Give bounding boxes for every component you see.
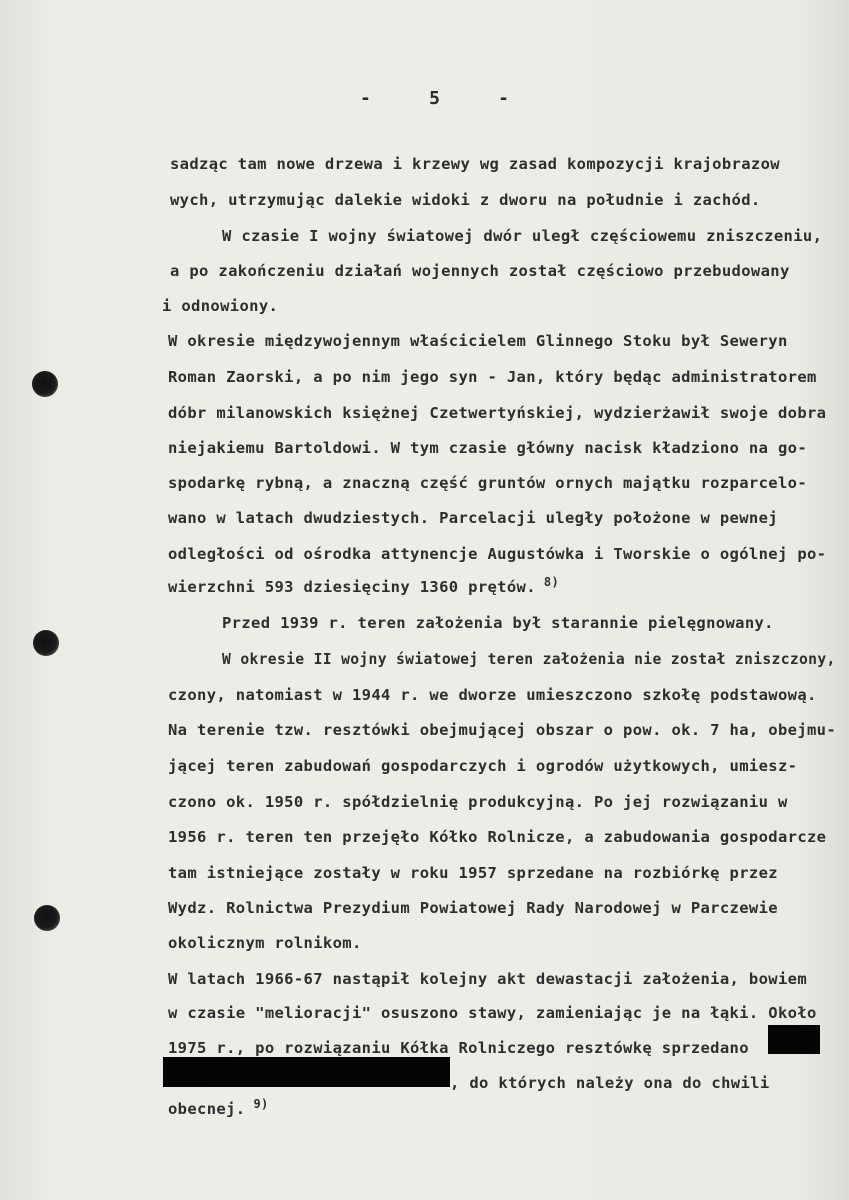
footnote-ref-8: 8) [543,575,560,589]
text-line: obecnej. $^{9)}$ [168,1097,269,1118]
text-line: jącej teren zabudowań gospodarczych i ogrodów użytkowych, umiesz- [168,757,798,775]
punch-hole-top [32,371,58,397]
punch-hole-bottom [34,905,60,931]
text-line: W okresie międzywojennym właścicielem Glinnego Stoku był Seweryn [168,332,788,350]
text-line: tam istniejące zostały w roku 1957 sprzedane na rozbiórkę przez [168,864,778,882]
text-line: W latach 1966-67 nastąpił kolejny akt dewastacji założenia, bowiem [168,970,807,988]
text-line: a po zakończeniu działań wojennych został częściowo przebudowany [170,262,790,280]
dash-right: - [498,88,510,109]
page-number: 5 [429,88,441,109]
text-line: okolicznym rolnikom. [168,934,362,952]
text-line: wano w latach dwudziestych. Parcelacji uległy położone w pewnej [168,509,778,527]
text-line: spodarkę rybną, a znaczną część gruntów ornych majątku rozparcelo- [168,474,807,492]
text-line: W czasie I wojny światowej dwór uległ częściowemu zniszczeniu, [222,227,823,245]
text-line: dóbr milanowskich księżnej Czetwertyńskiej, wydzierżawił swoje dobra [168,404,827,422]
text-line: wierzchni 593 dziesięciny 1360 prętów. $^{8)}$ [168,575,560,596]
text-line: sadząc tam nowe drzewa i krzewy wg zasad kompozycji krajobrazow [170,155,780,173]
text-line: w czasie "melioracji" osuszono stawy, zamieniając je na łąki. Około [168,1004,817,1022]
page-number-header [360,88,510,109]
text-line: , do których należy ona do chwili [450,1074,770,1092]
redaction-bar-1 [768,1025,820,1054]
text-line: czony, natomiast w 1944 r. we dworze umieszczono szkołę podstawową. [168,686,817,704]
text-line: i odnowiony. [162,297,279,315]
redaction-bar-2 [163,1057,450,1087]
text-line: Wydz. Rolnictwa Prezydium Powiatowej Rady Narodowej w Parczewie [168,899,778,917]
footnote-ref-9: 9) [253,1097,269,1111]
text-line: czono ok. 1950 r. spółdzielnię produkcyjną. Po jej rozwiązaniu w [168,793,788,811]
text-line: niejakiemu Bartoldowi. W tym czasie główny nacisk kładziono na go- [168,439,807,457]
text-line: odległości od ośrodka attynencje Augustówka i Tworskie o ogólnej po- [168,545,827,563]
punch-hole-middle [33,630,59,656]
text-line: 1956 r. teren ten przejęło Kółko Rolnicze, a zabudowania gospodarcze [168,828,827,846]
text-line: Na terenie tzw. resztówki obejmującej obszar o pow. ok. 7 ha, obejmu- [168,721,837,739]
text-line: Roman Zaorski, a po nim jego syn - Jan, który będąc administratorem [168,368,817,386]
text-line: W okresie II wojny światowej teren założenia nie został zniszczony, [222,650,836,668]
dash-left: - [360,88,372,109]
text-line: Przed 1939 r. teren założenia był starannie pielęgnowany. [222,614,774,632]
text-line: wych, utrzymując dalekie widoki z dworu na południe i zachód. [170,191,761,209]
text-line: 1975 r., po rozwiązaniu Kółka Rolniczego resztówkę sprzedano [168,1039,749,1057]
